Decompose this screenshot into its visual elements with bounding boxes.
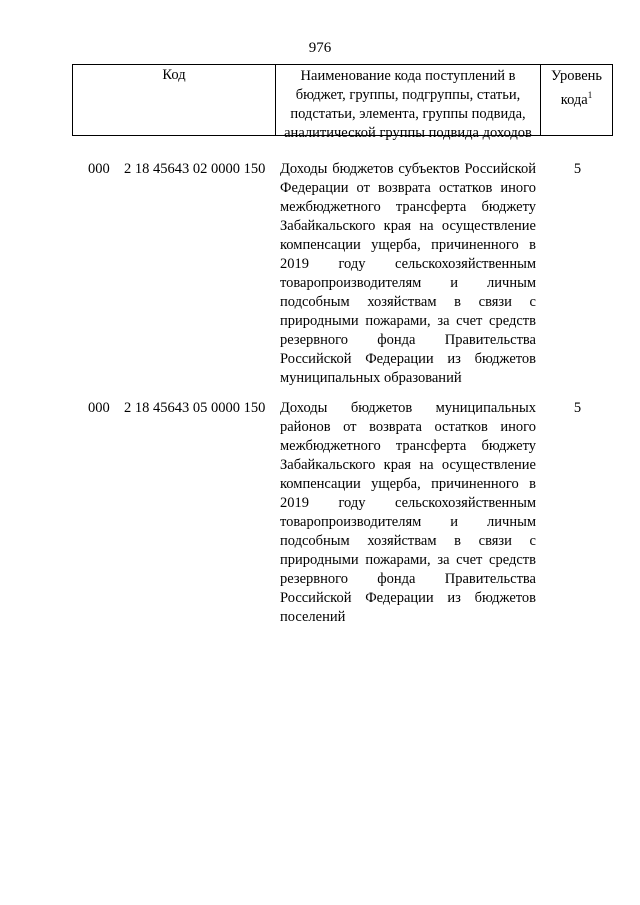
- table-header: [72, 64, 613, 141]
- page-number: 976: [308, 40, 332, 56]
- row-admin-code: 000: [88, 400, 110, 416]
- row-level: 5: [573, 161, 582, 177]
- header-level-footnote: 1: [587, 90, 593, 100]
- row-level: 5: [573, 400, 582, 416]
- row-income-name: Доходы бюджетов муниципальных районов от возврата остатков иного межбюджетного трансферта бюджету Забайкальского края на осуществление компенсации ущерба, причиненного в 2019 году сельскохозяйственным товаропроизводителям и личным подсобным хозяйствам в связи с природными пожарами, за счет средств резервного фонда Правительства Российской Федерации из бюджетов поселений: [280, 400, 536, 625]
- row-income-name: Доходы бюджетов субъектов Российской Федерации от возврата остатков иного межбюджетного трансферта бюджету Забайкальского края на осуществление компенсации ущерба, причиненного в 2019 году сельскохозяйственным товаропроизводителям и личным подсобным хозяйствам в связи с природными пожарами, за счет средств резервного фонда Правительства Российской Федерации из бюджетов муниципальных образований: [280, 161, 536, 386]
- header-name: Наименование кода поступлений в бюджет, группы, подгруппы, статьи, подстатьи, элемента, группы подвида, аналитической группы подвида доходов: [276, 65, 541, 135]
- row-admin-code: 000: [88, 161, 110, 177]
- header-level: [541, 65, 612, 135]
- header-level-label: Уровень кода: [550, 68, 603, 108]
- row-income-code: 2 18 45643 02 0000 150: [124, 161, 266, 177]
- header-code: Код: [73, 65, 276, 135]
- row-income-code: 2 18 45643 05 0000 150: [124, 400, 266, 416]
